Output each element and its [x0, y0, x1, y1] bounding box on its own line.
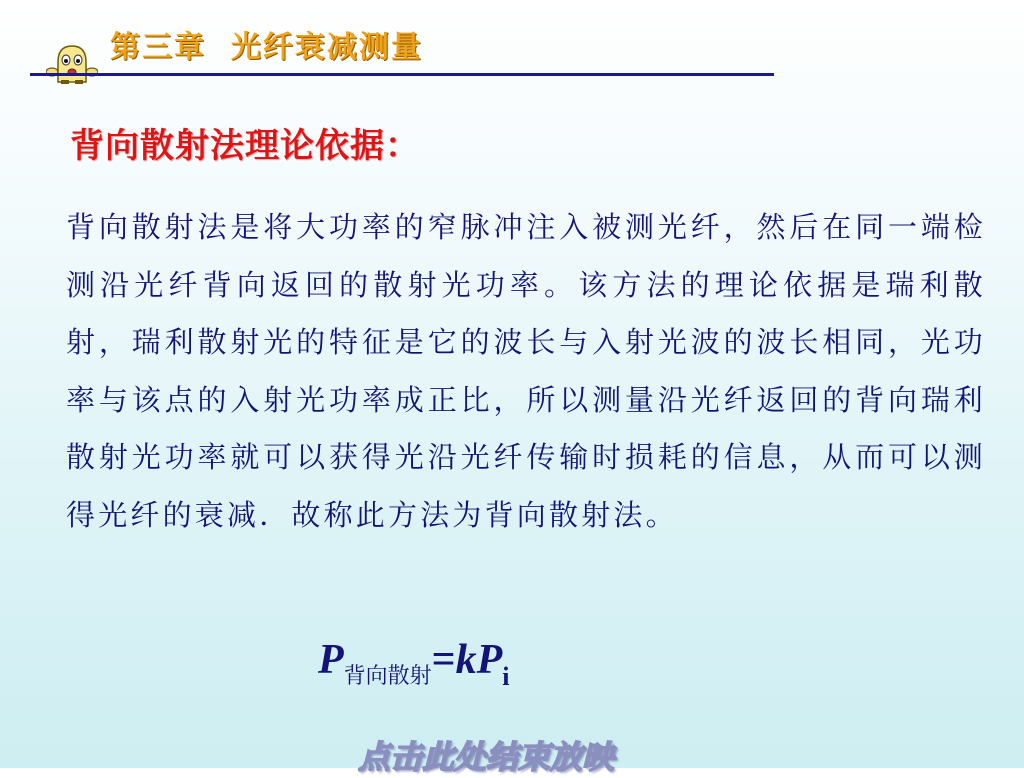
formula-rhs-symbol: P [476, 637, 503, 683]
end-show-link[interactable]: 点击此处结束放映 [358, 738, 615, 776]
section-heading: 背向散射法理论依据： [70, 126, 420, 166]
formula-lhs-symbol: P [318, 637, 344, 683]
formula-coefficient: k [455, 637, 477, 683]
header-divider [30, 73, 774, 76]
formula [318, 636, 510, 691]
chapter-title: 第三章 光纤衰减测量 [110, 30, 423, 65]
formula-rhs-subscript: i [502, 662, 510, 691]
body-paragraph: 背向散射法是将大功率的窄脉冲注入被测光纤，然后在同一端检测沿光纤背向返回的散射光功率。该方法的理论依据是瑞利散射，瑞利散射光的特征是它的波长与入射光波的波长相同，光功率与该点的入射光功率成正比，所以测量沿光纤返回的背向瑞利散射光功率就可以获得光沿光纤传输时损耗的信息，从而可以测得光纤的衰减．故称此方法为背向散射法。 [66, 210, 986, 532]
cartoon-mascot-icon [46, 42, 98, 86]
formula-equals: = [431, 637, 456, 683]
formula-lhs-subscript: 背向散射 [343, 664, 432, 689]
